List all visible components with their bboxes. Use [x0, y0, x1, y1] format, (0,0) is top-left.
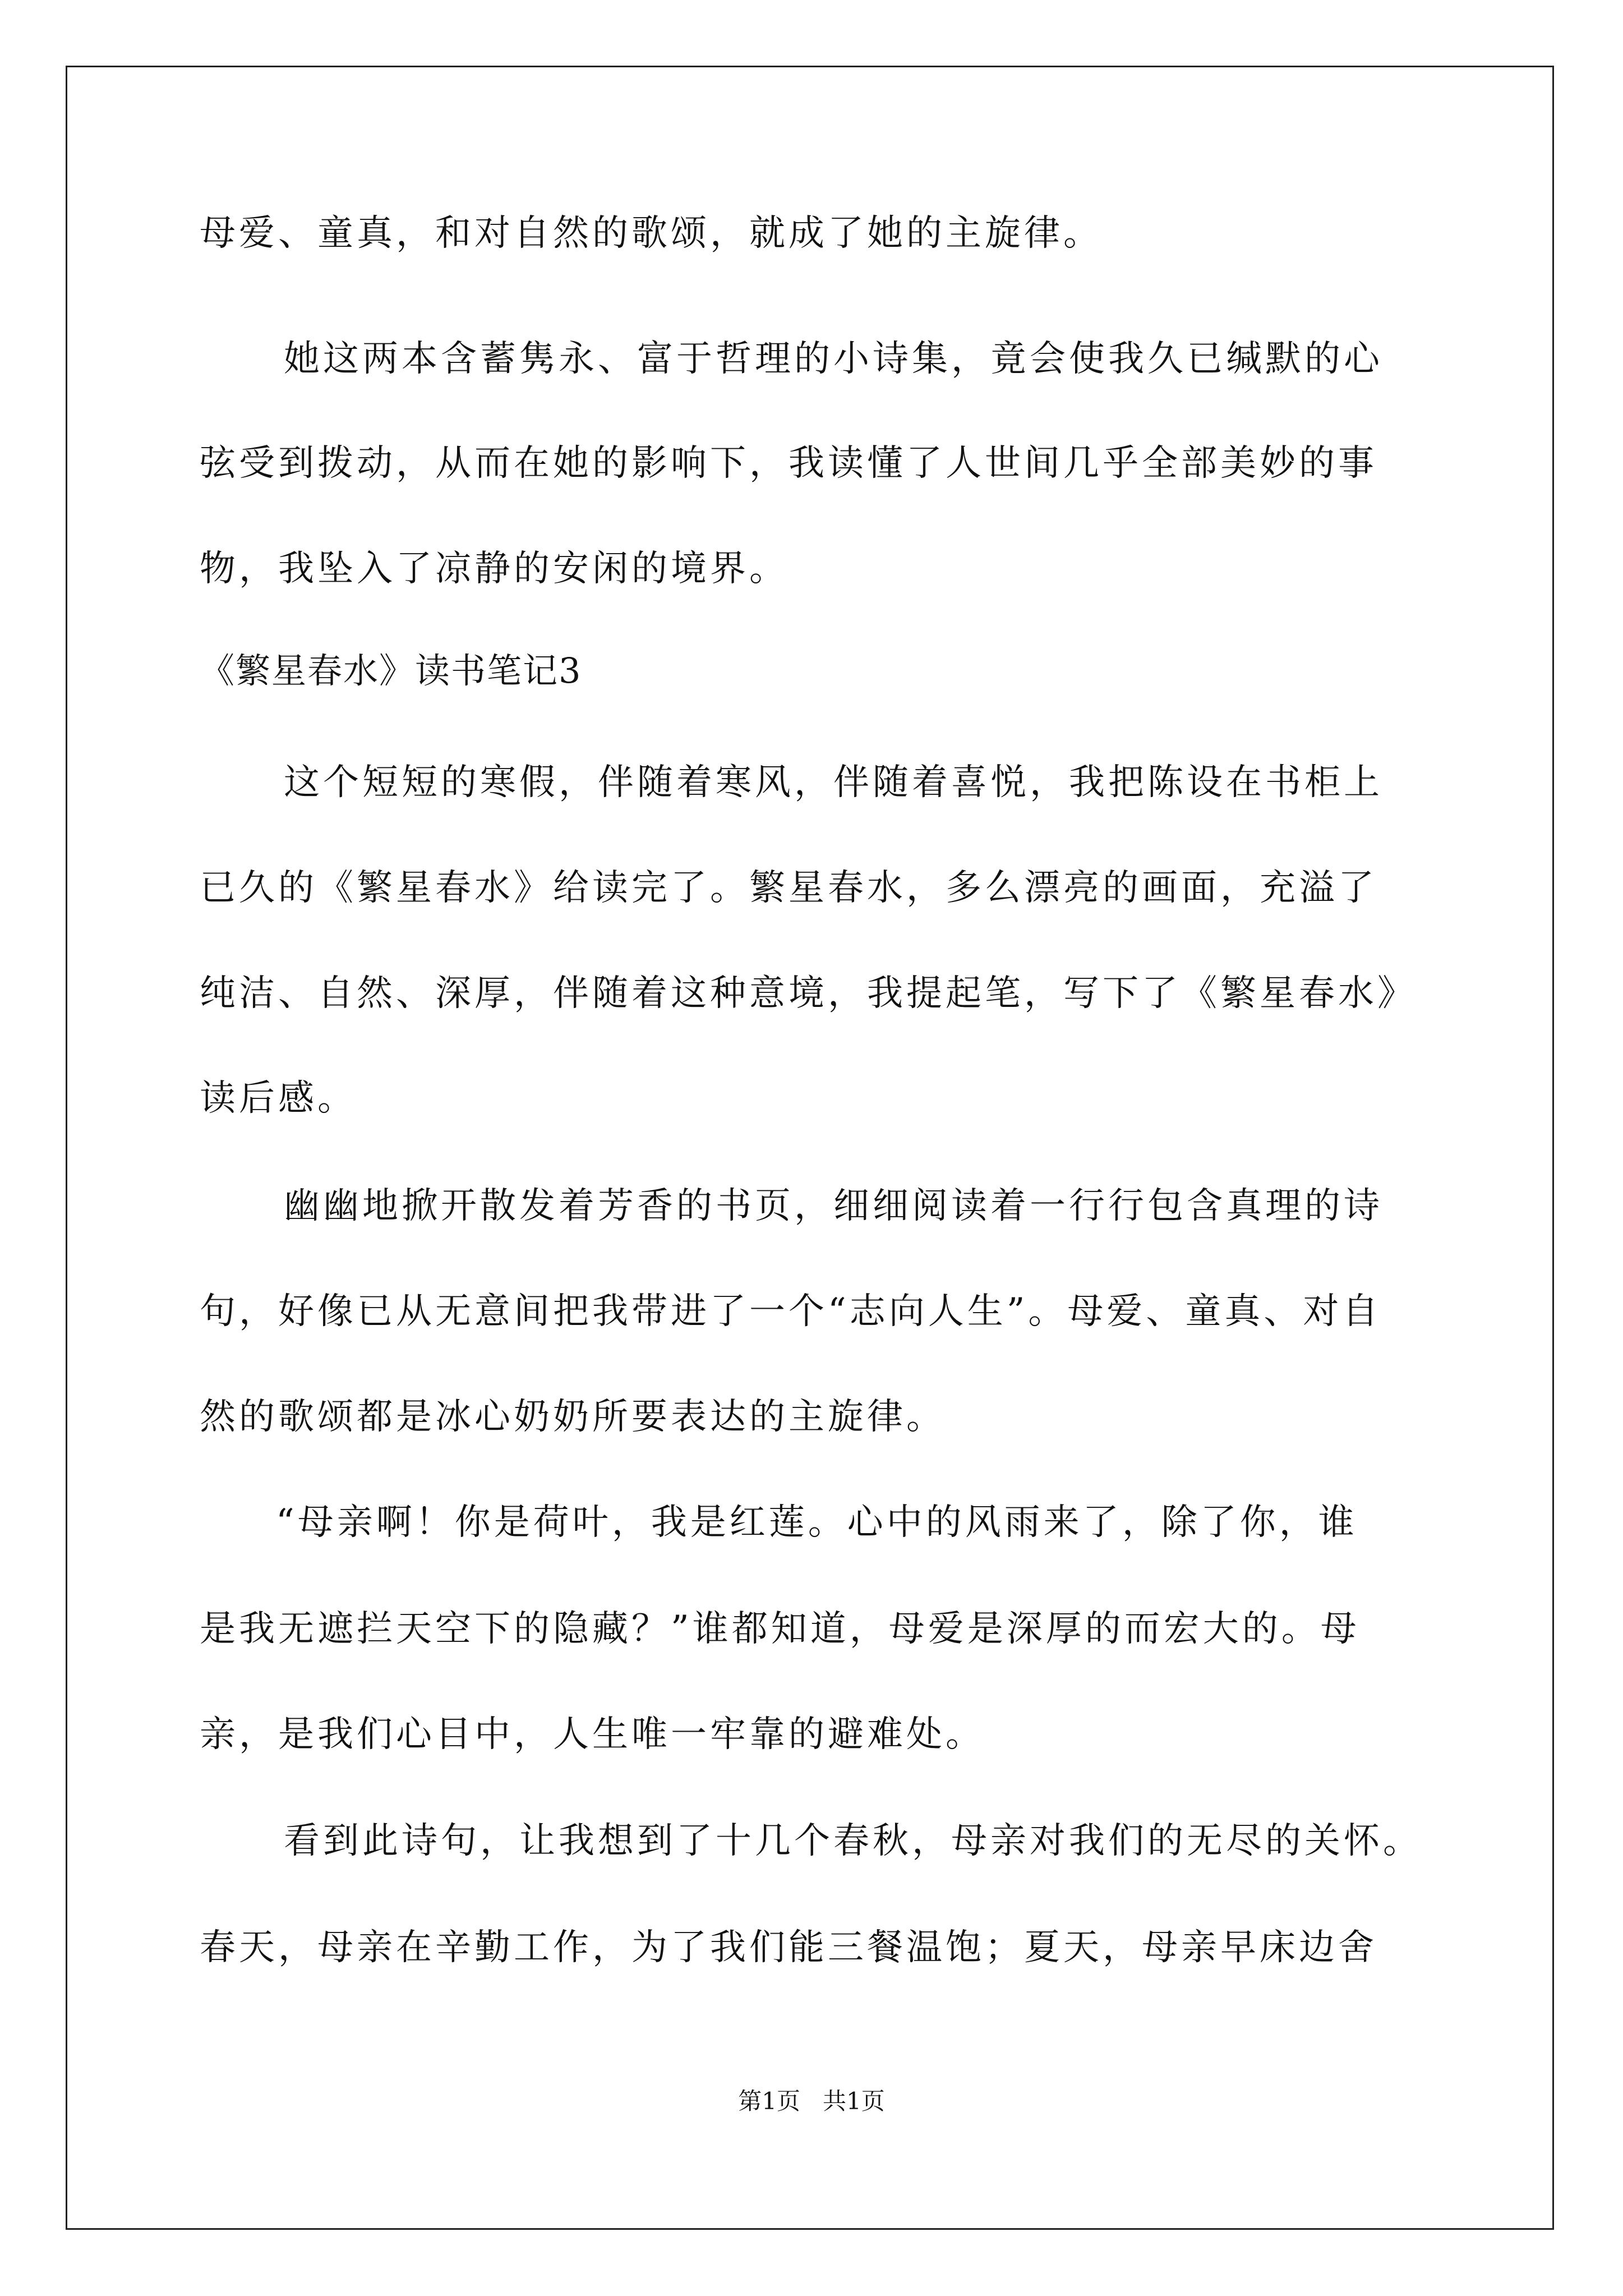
- paragraph-line: 物，我坠入了凉静的安闲的境界。: [200, 548, 789, 590]
- page-number: 第1页: [738, 2087, 800, 2115]
- paragraph-line: 她这两本含蓄隽永、富于哲理的小诗集，竟会使我久已缄默的心: [284, 338, 1383, 380]
- paragraph-line: 纯洁、自然、深厚，伴随着这种意境，我提起笔，写下了《繁星春水》: [200, 973, 1417, 1014]
- paragraph-line: 看到此诗句，让我想到了十几个春秋，母亲对我们的无尽的关怀。: [284, 1820, 1422, 1862]
- section-heading: 《繁星春水》读书笔记3: [200, 650, 582, 691]
- page-footer: [0, 2086, 1623, 2117]
- paragraph-line: 是我无遮拦天空下的隐藏？”谁都知道，母爱是深厚的而宏大的。母: [200, 1608, 1360, 1650]
- page-total: 共1页: [823, 2087, 885, 2115]
- paragraph-line: 母爱、童真，和对自然的歌颂，就成了她的主旋律。: [200, 213, 1103, 254]
- paragraph-line: 春天，母亲在辛勤工作，为了我们能三餐温饱；夏天，母亲早床边舍: [200, 1927, 1377, 1968]
- paragraph-line: 幽幽地掀开散发着芳香的书页，细细阅读着一行行包含真理的诗: [284, 1185, 1383, 1227]
- paragraph-line: 亲，是我们心目中，人生唯一牢靠的避难处。: [200, 1714, 985, 1755]
- paragraph-line: 读后感。: [200, 1078, 357, 1119]
- page-border: [66, 66, 1554, 2230]
- paragraph-line: “母亲啊！你是荷叶，我是红莲。心中的风雨来了，除了你，谁: [276, 1502, 1358, 1543]
- paragraph-line: 这个短短的寒假，伴随着寒风，伴随着喜悦，我把陈设在书柜上: [284, 762, 1383, 803]
- paragraph-line: 句，好像已从无意间把我带进了一个“志向人生”。母爱、童真、对自: [200, 1291, 1382, 1332]
- paragraph-line: 弦受到拨动，从而在她的影响下，我读懂了人世间几乎全部美妙的事: [200, 443, 1377, 484]
- paragraph-line: 然的歌颂都是冰心奶奶所要表达的主旋律。: [200, 1396, 946, 1438]
- paragraph-line: 已久的《繁星春水》给读完了。繁星春水，多么漂亮的画面，充溢了: [200, 867, 1377, 909]
